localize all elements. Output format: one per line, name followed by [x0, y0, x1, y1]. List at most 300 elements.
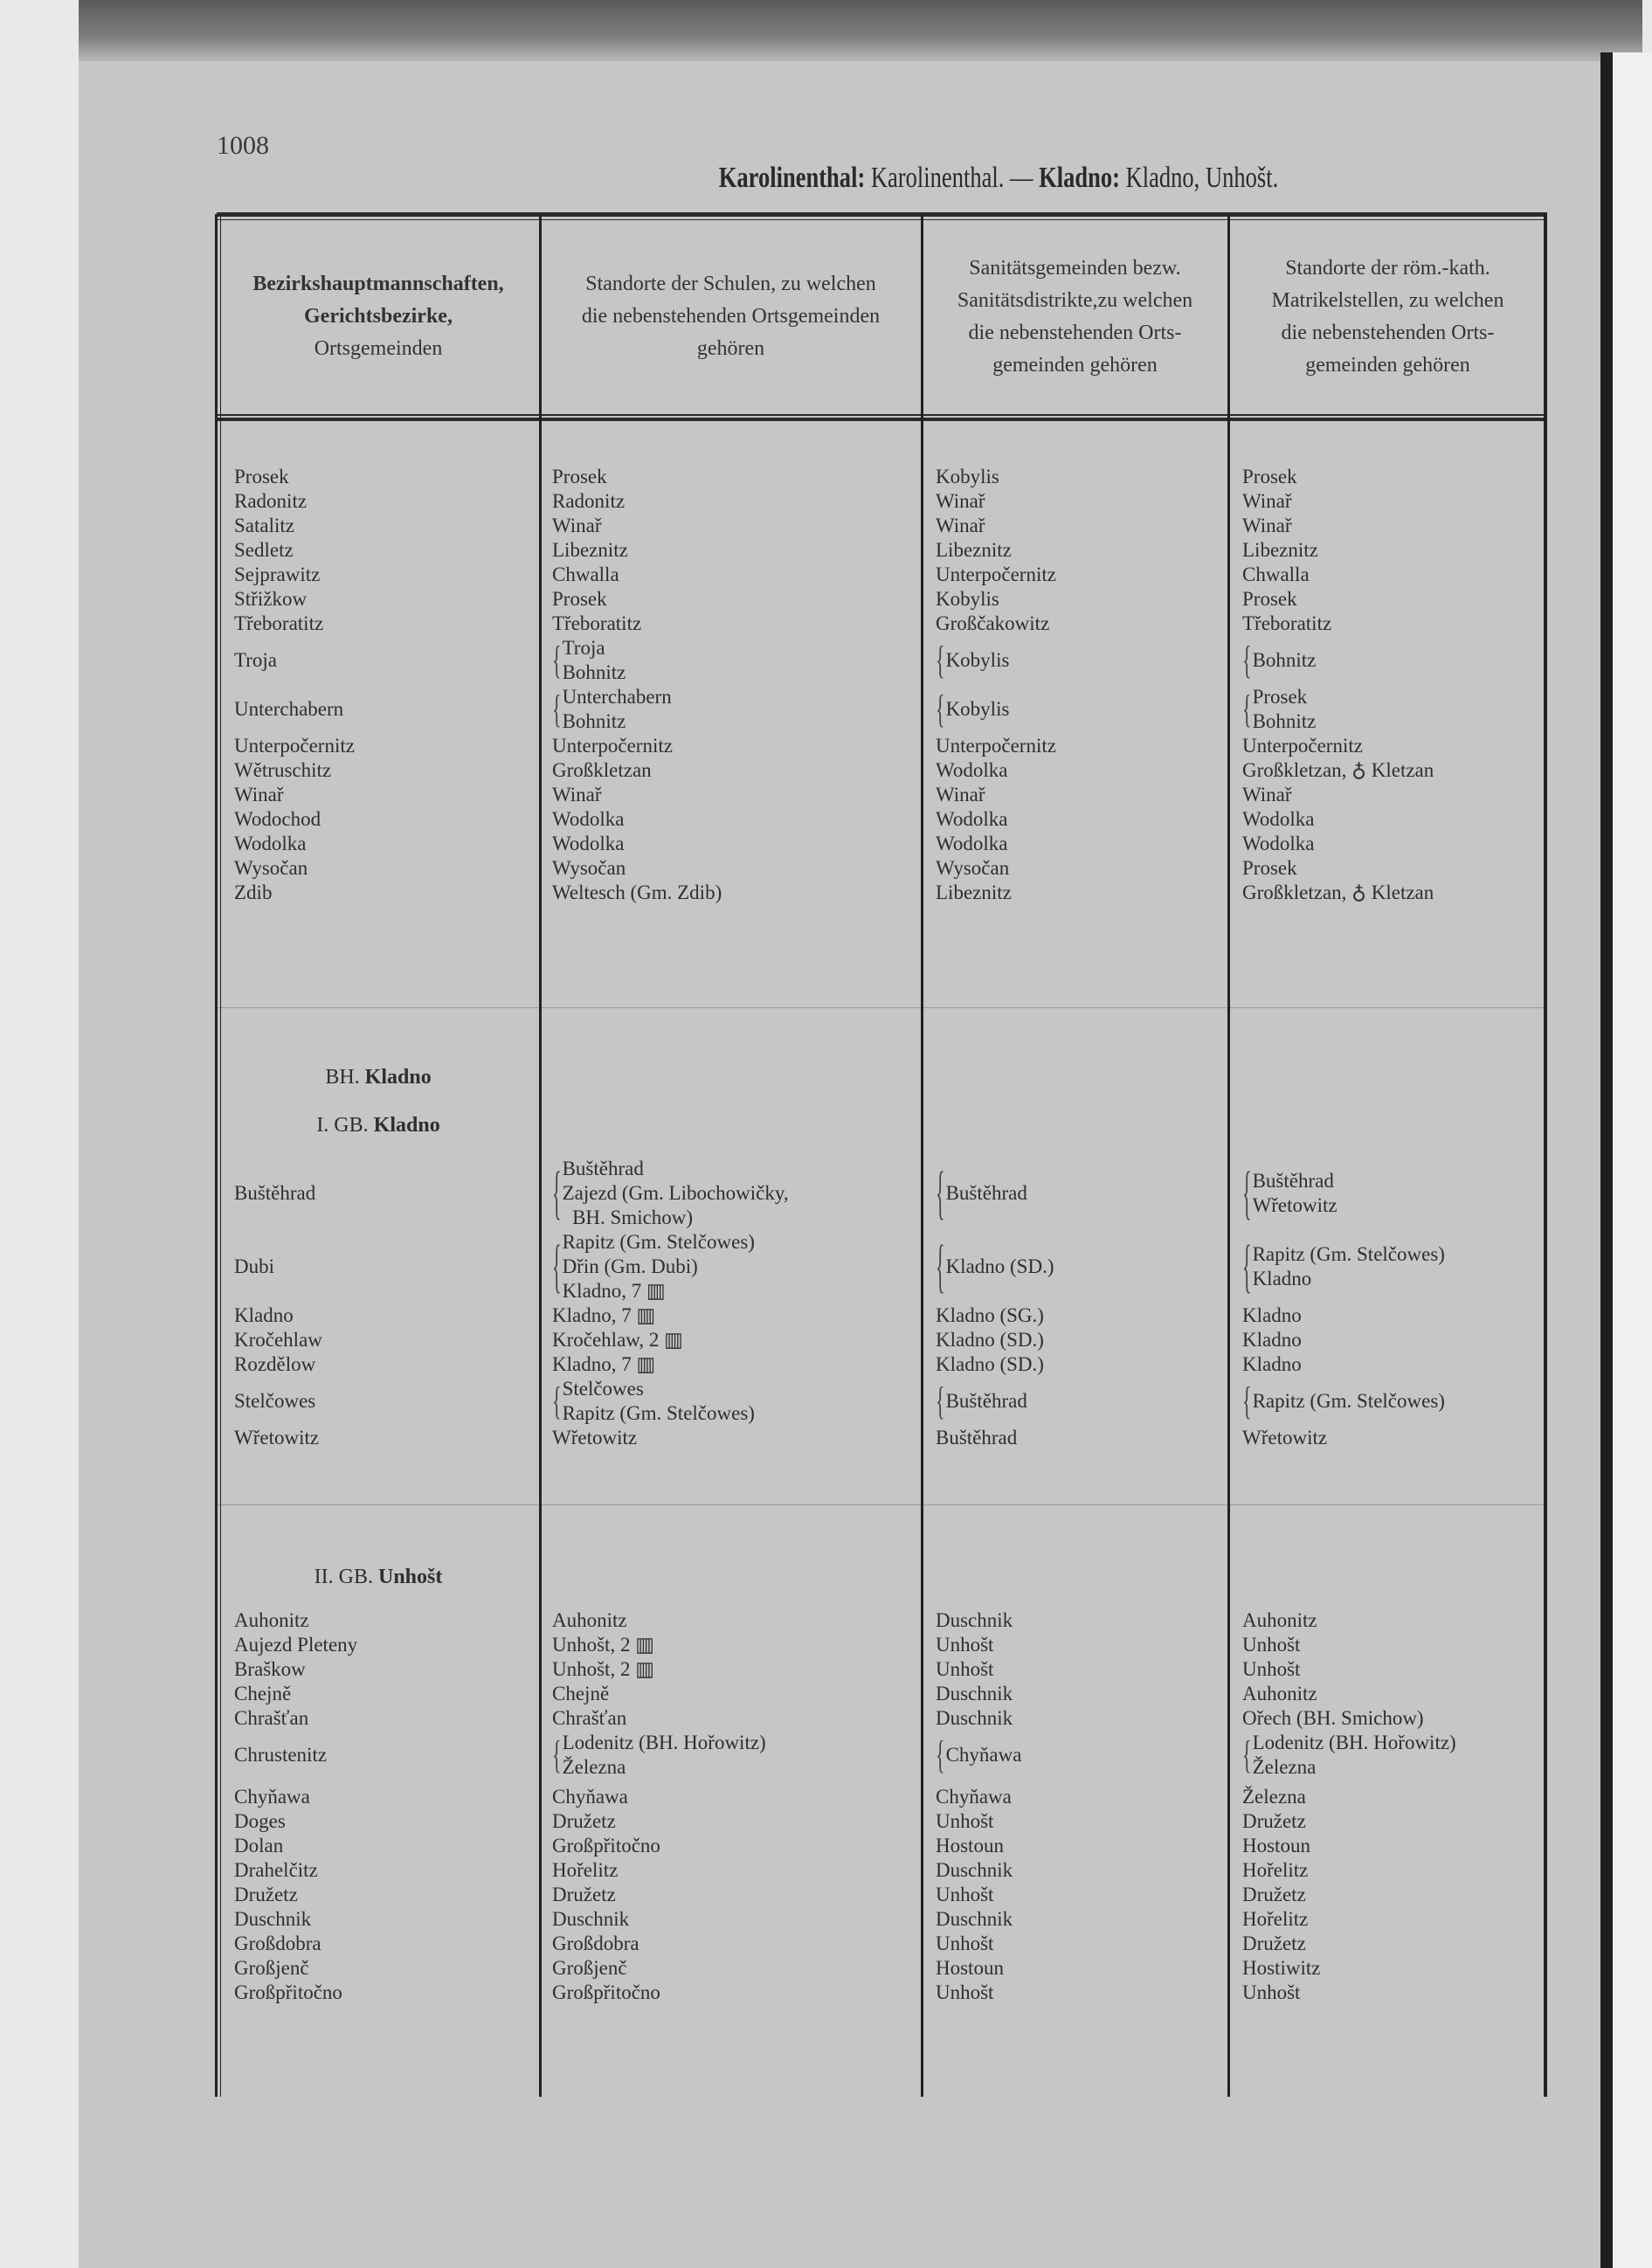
cell-ortsgemeinde [217, 1809, 540, 1834]
scan-margin [1613, 52, 1652, 2268]
place-name: Kobylis [936, 466, 999, 487]
place-name: Hostoun [1242, 1835, 1310, 1857]
place-name: Buštěhrad [1252, 1170, 1334, 1192]
place-name: Großpřitočno [552, 1835, 660, 1857]
place-name: Kladno (SG.) [936, 1304, 1044, 1326]
cell-ortsgemeinde [217, 1377, 540, 1426]
cell-parish [1228, 1157, 1547, 1230]
place-name: Winař [1242, 515, 1292, 536]
place-name: Braškow [234, 1658, 306, 1680]
place-name: Großpřitočno [234, 1981, 342, 2003]
cell-school [540, 1328, 922, 1352]
place-name: Kladno [234, 1304, 294, 1326]
section-divider [217, 1007, 1547, 1008]
cell-parish [1228, 1834, 1547, 1858]
cell-school [540, 1907, 922, 1932]
place-name: Rapitz (Gm. Stelčowes) [562, 1402, 755, 1424]
place-name: Rozdělow [234, 1353, 316, 1375]
cell-sanitary-district [922, 758, 1228, 783]
place-name: Kladno [1242, 1353, 1302, 1375]
cell-school [540, 1657, 922, 1682]
place-name: Großdobra [552, 1933, 639, 1954]
place-name: Bohnitz [562, 661, 626, 683]
cell-parish [1228, 1328, 1547, 1352]
cell-parish [1228, 783, 1547, 807]
place-name: Lodenitz (BH. Hořowitz) [562, 1732, 766, 1753]
place-name: Třeboratitz [234, 612, 324, 634]
place-name: Wodochod [234, 808, 321, 830]
cell-sanitary-district [922, 1682, 1228, 1706]
brace-icon: { [552, 1232, 562, 1299]
cell-ortsgemeinde [217, 1657, 540, 1682]
cell-sanitary-district [922, 734, 1228, 758]
place-name: Winař [936, 515, 985, 536]
cell-parish [1228, 465, 1547, 489]
cell-parish [1228, 1303, 1547, 1328]
table-row [217, 1785, 1547, 1809]
cell-sanitary-district [922, 1907, 1228, 1932]
brace-icon: { [936, 1158, 945, 1226]
cell-school [540, 1682, 922, 1706]
cell-ortsgemeinde [217, 1731, 540, 1780]
place-name: Rapitz (Gm. Stelčowes) [1252, 1390, 1445, 1412]
place-name: Stelčowes [562, 1378, 644, 1400]
place-name: Unhošt [1242, 1658, 1301, 1680]
place-name: Železna [562, 1756, 626, 1778]
district-heading [217, 1065, 540, 1089]
place-name: Libeznitz [936, 882, 1012, 903]
place-name: Sedletz [234, 539, 294, 561]
cell-school [540, 1834, 922, 1858]
cell-school [540, 1858, 922, 1883]
place-name: Chyňawa [936, 1786, 1012, 1808]
cell-sanitary-district [922, 1426, 1228, 1450]
place-name: Kladno, 7 ▥ [552, 1304, 656, 1326]
cell-ortsgemeinde [217, 1981, 540, 2005]
cell-parish [1228, 734, 1547, 758]
cell-sanitary-district [922, 612, 1228, 636]
cell-school [540, 1157, 922, 1230]
cell-school [540, 1785, 922, 1809]
page-title [219, 162, 1652, 195]
district-heading-prefix: BH. [325, 1066, 360, 1089]
table-row [217, 832, 1547, 856]
cell-sanitary-district [922, 1731, 1228, 1780]
cell-ortsgemeinde [217, 1328, 540, 1352]
place-name: Třeboratitz [552, 612, 642, 634]
place-name: Doges [234, 1810, 286, 1832]
scan-top-shadow [79, 0, 1642, 61]
cell-ortsgemeinde [217, 1633, 540, 1657]
place-name: Aujezd Pleteny [234, 1634, 358, 1656]
place-name: Libeznitz [552, 539, 628, 561]
place-name: Auhonitz [552, 1609, 627, 1631]
cell-ortsgemeinde [217, 1706, 540, 1731]
brace-icon: { [1242, 1158, 1252, 1226]
place-name: Buštěhrad [562, 1158, 644, 1179]
cell-ortsgemeinde [217, 1352, 540, 1377]
cell-school [540, 734, 922, 758]
table-row [217, 587, 1547, 612]
brace-icon: { [1242, 1378, 1252, 1423]
cell-parish [1228, 685, 1547, 734]
place-name: Zajezd (Gm. Libochowičky, [562, 1182, 789, 1204]
cell-ortsgemeinde [217, 685, 540, 734]
table-row [217, 514, 1547, 538]
table-section [217, 465, 1547, 905]
cell-sanitary-district [922, 783, 1228, 807]
district-heading [217, 1113, 540, 1137]
cell-parish [1228, 563, 1547, 587]
cell-sanitary-district [922, 1328, 1228, 1352]
place-name: Radonitz [552, 490, 626, 512]
place-name: Duschnik [552, 1908, 630, 1930]
cell-sanitary-district [922, 1706, 1228, 1731]
title-court-1: Karolinenthal. — [870, 162, 1033, 194]
cell-sanitary-district [922, 1956, 1228, 1981]
cell-sanitary-district [922, 1883, 1228, 1907]
cell-sanitary-district [922, 465, 1228, 489]
table-row [217, 1352, 1547, 1377]
cell-parish [1228, 587, 1547, 612]
cell-sanitary-district [922, 1303, 1228, 1328]
cell-sanitary-district [922, 1157, 1228, 1230]
place-name: Winař [936, 490, 985, 512]
cell-ortsgemeinde [217, 636, 540, 685]
place-name: Prosek [552, 466, 607, 487]
place-name: Wodolka [234, 833, 307, 854]
cell-ortsgemeinde [217, 1932, 540, 1956]
cell-school [540, 1956, 922, 1981]
place-name: Kobylis [936, 588, 999, 610]
cell-parish [1228, 1682, 1547, 1706]
table-row [217, 1706, 1547, 1731]
cell-ortsgemeinde [217, 1682, 540, 1706]
place-name: Kobylis [945, 698, 1010, 720]
place-name: Prosek [1252, 686, 1308, 708]
cell-sanitary-district [922, 1809, 1228, 1834]
cell-ortsgemeinde [217, 1858, 540, 1883]
place-name: Stelčowes [234, 1390, 316, 1412]
table-row [217, 1303, 1547, 1328]
column-header-1 [217, 218, 540, 415]
place-name: Wodolka [936, 759, 1008, 781]
cell-school [540, 612, 922, 636]
cell-school [540, 465, 922, 489]
place-name: Chwalla [552, 564, 619, 585]
cell-sanitary-district [922, 807, 1228, 832]
cell-sanitary-district [922, 1230, 1228, 1303]
column-header-line: Standorte der röm.-kath. [1285, 256, 1490, 280]
table-row [217, 1377, 1547, 1426]
cell-school [540, 832, 922, 856]
cell-sanitary-district [922, 1785, 1228, 1809]
cell-ortsgemeinde [217, 856, 540, 881]
cell-sanitary-district [922, 1633, 1228, 1657]
place-name: Buštěhrad [945, 1182, 1027, 1204]
cell-ortsgemeinde [217, 1785, 540, 1809]
table-row [217, 734, 1547, 758]
place-name: Kladno (SD.) [936, 1329, 1044, 1351]
table-row [217, 612, 1547, 636]
place-name: Wysočan [936, 857, 1010, 879]
place-name: Lodenitz (BH. Hořowitz) [1252, 1732, 1456, 1753]
place-name: Kladno [1252, 1268, 1312, 1290]
cell-parish [1228, 1657, 1547, 1682]
place-name: Wysočan [552, 857, 626, 879]
place-name: Dřin (Gm. Dubi) [562, 1255, 698, 1277]
place-name: Satalitz [234, 515, 294, 536]
table-row [217, 563, 1547, 587]
place-name: Rapitz (Gm. Stelčowes) [562, 1231, 755, 1253]
cell-parish [1228, 758, 1547, 783]
place-name: Winař [1242, 490, 1292, 512]
place-name: Troja [234, 649, 277, 671]
cell-parish [1228, 856, 1547, 881]
cell-parish [1228, 1858, 1547, 1883]
cell-sanitary-district [922, 856, 1228, 881]
place-name: Hořelitz [1242, 1908, 1309, 1930]
cell-parish [1228, 1932, 1547, 1956]
cell-ortsgemeinde [217, 489, 540, 514]
cell-school [540, 636, 922, 685]
cell-ortsgemeinde [217, 734, 540, 758]
cell-parish [1228, 881, 1547, 905]
cell-ortsgemeinde [217, 1608, 540, 1633]
cell-parish [1228, 832, 1547, 856]
brace-icon: { [1242, 1232, 1252, 1299]
brace-icon: { [552, 1158, 562, 1226]
place-name: Prosek [1242, 588, 1297, 610]
cell-parish [1228, 489, 1547, 514]
place-name: Duschnik [936, 1683, 1013, 1704]
table-row [217, 783, 1547, 807]
place-name: Wřetowitz [234, 1427, 320, 1449]
place-name: Wřetowitz [552, 1427, 638, 1449]
place-name: Prosek [234, 466, 289, 487]
place-name: Kročehlaw [234, 1329, 322, 1351]
column-header-line: Sanitätsgemeinden bezw. [969, 256, 1181, 280]
cell-ortsgemeinde [217, 881, 540, 905]
place-name: Družetz [552, 1810, 616, 1832]
place-name: Kladno (SD.) [945, 1255, 1054, 1277]
cell-sanitary-district [922, 1352, 1228, 1377]
place-name: Chyňawa [945, 1744, 1022, 1766]
cell-ortsgemeinde [217, 1303, 540, 1328]
column-header-3 [922, 218, 1228, 415]
cell-school [540, 1377, 922, 1426]
header-bottom-rule [217, 418, 1547, 421]
cell-sanitary-district [922, 1834, 1228, 1858]
place-name: Bohnitz [562, 710, 626, 732]
cell-school [540, 514, 922, 538]
place-name: Wodolka [552, 808, 625, 830]
table-row [217, 538, 1547, 563]
place-name: Dolan [234, 1835, 284, 1857]
cell-school [540, 881, 922, 905]
brace-icon: { [1242, 637, 1252, 682]
cell-parish [1228, 1907, 1547, 1932]
place-name: Libeznitz [936, 539, 1012, 561]
place-name: Unhošt [936, 1933, 994, 1954]
table-row [217, 636, 1547, 685]
place-name: Železna [1242, 1786, 1306, 1808]
cell-parish [1228, 1230, 1547, 1303]
title-district-1: Karolinenthal: [718, 162, 866, 194]
place-name: Hořelitz [1242, 1859, 1309, 1881]
cell-parish [1228, 612, 1547, 636]
place-name: Kladno (SD.) [936, 1353, 1044, 1375]
table-row [217, 1328, 1547, 1352]
brace-icon: { [936, 686, 945, 731]
place-name: Wodolka [936, 808, 1008, 830]
place-name: Winař [936, 784, 985, 806]
place-name: Großkletzan, ♁ Kletzan [1242, 759, 1434, 781]
place-name: Sejprawitz [234, 564, 321, 585]
place-name: Unterpočernitz [936, 735, 1056, 757]
place-name: Unhošt, 2 ▥ [552, 1634, 654, 1656]
column-header-line: die nebenstehenden Orts- [1281, 321, 1495, 344]
cell-parish [1228, 1608, 1547, 1633]
place-name: Železna [1252, 1756, 1317, 1778]
title-district-2: Kladno: [1039, 162, 1120, 194]
cell-school [540, 563, 922, 587]
table-section [217, 1608, 1547, 2005]
table-row [217, 1682, 1547, 1706]
place-name: Zdib [234, 882, 273, 903]
brace-icon: { [552, 1732, 562, 1777]
place-name: Třeboratitz [1242, 612, 1332, 634]
column-header-line: Standorte der Schulen, zu welchen [585, 273, 876, 295]
place-name: Wodolka [936, 833, 1008, 854]
table-row [217, 1608, 1547, 1633]
place-name: Kobylis [945, 649, 1010, 671]
place-name: Unhošt [936, 1658, 994, 1680]
cell-school [540, 1352, 922, 1377]
place-name: Prosek [1242, 466, 1297, 487]
place-name: Buštěhrad [945, 1390, 1027, 1412]
place-name: BH. Smichow) [562, 1207, 694, 1228]
table-row [217, 685, 1547, 734]
brace-icon: { [936, 1732, 945, 1777]
place-name: Wodolka [552, 833, 625, 854]
place-name: Rapitz (Gm. Stelčowes) [1252, 1243, 1445, 1265]
place-name: Auhonitz [234, 1609, 309, 1631]
place-name: Chejně [234, 1683, 292, 1704]
cell-parish [1228, 1809, 1547, 1834]
table-row [217, 856, 1547, 881]
place-name: Wodolka [1242, 808, 1315, 830]
district-heading-name: Kladno [373, 1114, 440, 1137]
place-name: Bohnitz [1252, 649, 1317, 671]
cell-ortsgemeinde [217, 1907, 540, 1932]
place-name: Großjenč [552, 1957, 627, 1979]
place-name: Dubi [234, 1255, 274, 1277]
place-name: Chyňawa [234, 1786, 310, 1808]
cell-school [540, 1706, 922, 1731]
place-name: Hořelitz [552, 1859, 619, 1881]
cell-parish [1228, 807, 1547, 832]
brace-icon: { [552, 1378, 562, 1423]
brace-icon: { [1242, 1732, 1252, 1777]
column-header-line: die nebenstehenden Orts- [968, 321, 1182, 344]
district-heading-name: Unhošt [377, 1566, 443, 1588]
place-name: Unterpočernitz [552, 735, 673, 757]
page-number: 1008 [217, 131, 269, 160]
column-header-2 [540, 218, 922, 415]
brace-icon: { [552, 637, 562, 682]
table-row [217, 1657, 1547, 1682]
place-name: Duschnik [936, 1859, 1013, 1881]
table-row [217, 1883, 1547, 1907]
place-name: Duschnik [936, 1707, 1013, 1729]
cell-sanitary-district [922, 563, 1228, 587]
place-name: Hostoun [936, 1957, 1004, 1979]
cell-ortsgemeinde [217, 538, 540, 563]
title-court-2: Kladno, Unhošt. [1125, 162, 1279, 194]
place-name: Ořech (BH. Smichow) [1242, 1707, 1424, 1729]
place-name: Libeznitz [1242, 539, 1318, 561]
place-name: Unhošt [936, 1884, 994, 1905]
place-name: Prosek [552, 588, 607, 610]
cell-sanitary-district [922, 881, 1228, 905]
column-header-line: gehören [696, 337, 765, 360]
place-name: Troja [562, 637, 605, 659]
place-name: Unhošt [936, 1981, 994, 2003]
brace-icon: { [1242, 686, 1252, 731]
cell-sanitary-district [922, 1657, 1228, 1682]
scan-right-edge [1600, 52, 1613, 2268]
place-name: Hostiwitz [1242, 1957, 1321, 1979]
cell-ortsgemeinde [217, 563, 540, 587]
cell-parish [1228, 1731, 1547, 1780]
cell-ortsgemeinde [217, 1834, 540, 1858]
cell-school [540, 538, 922, 563]
place-name: Unterchabern [562, 686, 672, 708]
cell-school [540, 1303, 922, 1328]
table-row [217, 1834, 1547, 1858]
place-name: Winař [552, 515, 602, 536]
cell-school [540, 807, 922, 832]
column-header-4 [1228, 218, 1547, 415]
place-name: Unterpočernitz [936, 564, 1056, 585]
table-row [217, 1230, 1547, 1303]
column-header-line: die nebenstehenden Ortsgemeinden [581, 305, 881, 328]
cell-ortsgemeinde [217, 612, 540, 636]
cell-school [540, 856, 922, 881]
cell-school [540, 1731, 922, 1780]
place-name: Družetz [234, 1884, 298, 1905]
cell-parish [1228, 1377, 1547, 1426]
district-heading-prefix: I. GB. [316, 1114, 369, 1137]
table-row [217, 1981, 1547, 2005]
place-name: Wodolka [1242, 833, 1315, 854]
cell-parish [1228, 514, 1547, 538]
cell-school [540, 489, 922, 514]
brace-icon: { [936, 637, 945, 682]
place-name: Weltesch (Gm. Zdib) [552, 882, 722, 903]
brace-icon: { [552, 686, 562, 731]
place-name: Hostoun [936, 1835, 1004, 1857]
cell-parish [1228, 538, 1547, 563]
table-row [217, 1858, 1547, 1883]
place-name: Auhonitz [1242, 1609, 1317, 1631]
cell-sanitary-district [922, 587, 1228, 612]
place-name: Prosek [1242, 857, 1297, 879]
section-divider [217, 1504, 1547, 1505]
place-name: Unterpočernitz [234, 735, 355, 757]
place-name: Wřetowitz [1242, 1427, 1328, 1449]
